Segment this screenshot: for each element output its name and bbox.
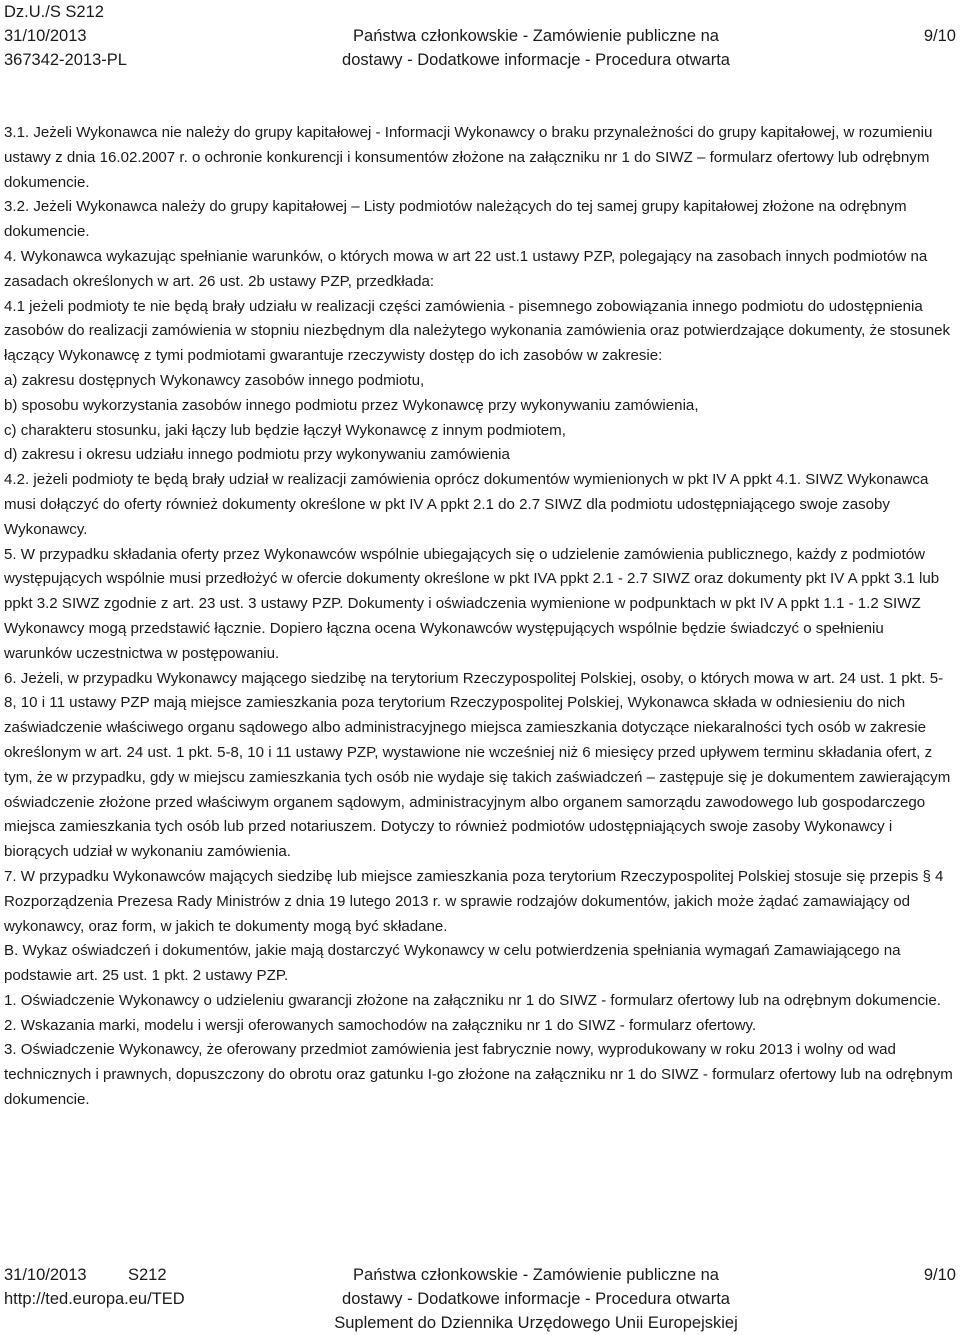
header-title-block [326,24,746,72]
paragraph-b-1: 1. Oświadczenie Wykonawcy o udzieleniu gwarancji złożone na załączniku nr 1 do SIWZ - formularz ofertowy lub na odrębnym dokumencie. [4,991,941,1009]
paragraph-5: 5. W przypadku składania oferty przez Wykonawców wspólnie ubiegających się o udzielenie zamówienia publicznego, każdy z podmiotów występujących wspólnie musi przedłożyć w ofercie dokumenty określone w pkt IVA ppkt 2.1 - 2.7 SIWZ oraz dokumenty pkt IV A ppkt 3.1 lub ppkt 3.2 SIWZ zgodnie z art. 23 ust. 3 ustawy PZP. Dokumenty i oświadczenia wymienione w podpunktach w pkt IV A ppkt 1.1 - 1.2 SIWZ Wykonawcy mogą przedstawić łącznie. Dopiero łączna ocena Wykonawców występujących wspólnie będzie świadczyć o spełnieniu warunków uczestnictwa w postępowaniu. [4,545,940,662]
list-item-c: c) charakteru stosunku, jaki łączy lub będzie łączył Wykonawcę z innym podmiotem, [4,421,566,439]
header-doc-id: 367342-2013-PL [4,51,127,69]
paragraph-3-2: 3.2. Jeżeli Wykonawca należy do grupy kapitałowej – Listy podmiotów należących do tej samej grupy kapitałowej złożone na odrębnym dokumencie. [4,198,907,241]
footer-title-line3: Suplement do Dziennika Urzędowego Unii Europejskiej [334,1314,738,1332]
header-title-line2: dostawy - Dodatkowe informacje - Procedura otwarta [342,51,730,69]
list-item-d: d) zakresu i okresu udziału innego podmiotu przy wykonywaniu zamówienia [4,446,510,464]
footer-title-line2: dostawy - Dodatkowe informacje - Procedura otwarta [342,1290,730,1308]
paragraph-b: B. Wykaz oświadczeń i dokumentów, jakie mają dostarczyć Wykonawcy w celu potwierdzenia spełniania wymagań Zamawiającego na podstawie art. 25 ust. 1 pkt. 2 ustawy PZP. [4,942,901,985]
header-left-block [4,0,127,72]
list-item-a: a) zakresu dostępnych Wykonawcy zasobów innego podmiotu, [4,371,425,389]
paragraph-4: 4. Wykonawca wykazując spełnianie warunków, o których mowa w art 22 ust.1 ustawy PZP, polegający na zasobach innych podmiotów na zasadach określonych w art. 26 ust. 2b ustawy PZP, przedkłada: [4,247,928,290]
footer-page-number: 9/10 [923,1266,956,1284]
footer-date: 31/10/2013 [4,1266,87,1284]
document-body [4,121,954,1113]
paragraph-b-3: 3. Oświadczenie Wykonawcy, że oferowany przedmiot zamówienia jest fabrycznie nowy, wyprodukowany w roku 2013 i wolny od wad technicznych i prawnych, dopuszczony do obrotu oraz gatunku I-go złożone na załączniku nr 1 do SIWZ - formularz ofertowy lub na odrębnym dokumencie. [4,1041,953,1109]
header-doc-ref: Dz.U./S S212 [4,3,104,21]
page-header [4,0,956,72]
paragraph-7: 7. W przypadku Wykonawców mających siedzibę lub miejsce zamieszkania poza terytorium Rzeczypospolitej Polskiej stosuje się przepis § 4 Rozporządzenia Prezesa Rady Ministrów z dnia 19 lutego 2013 r. w sprawie rodzajów dokumentów, jakich może żądać zamawiający od wykonawcy, oraz form, w jakich te dokumenty mogą być składane. [4,867,944,935]
footer-series: S212 [128,1266,167,1284]
header-date: 31/10/2013 [4,27,87,45]
header-page-number: 9/10 [923,27,956,45]
paragraph-b-2: 2. Wskazania marki, modelu i wersji oferowanych samochodów na załączniku nr 1 do SIWZ - formularz ofertowy. [4,1016,757,1034]
footer-title-line1: Państwa członkowskie - Zamówienie publiczne na [353,1266,719,1284]
list-item-b: b) sposobu wykorzystania zasobów innego podmiotu przez Wykonawcę przy wykonywaniu zamówienia, [4,396,699,414]
paragraph-4-1: 4.1 jeżeli podmioty te nie będą brały udziału w realizacji części zamówienia - pisemnego zobowiązania innego podmiotu do udostępnienia zasobów do realizacji zamówienia w stopniu niezbędnym dla należytego wykonania zamówienia oraz potwierdzające dokumenty, że stosunek łączący Wykonawcę z tymi podmiotami gwarantuje rzeczywisty dostęp do ich zasobów w zakresie: [4,297,951,365]
page-footer [4,1263,956,1335]
header-title-line1: Państwa członkowskie - Zamówienie publiczne na [353,27,719,45]
paragraph-4-2: 4.2. jeżeli podmioty te będą brały udział w realizacji zamówienia oprócz dokumentów wymienionych w pkt IV A ppkt 4.1. SIWZ Wykonawca musi dołączyć do oferty również dokumenty określone w pkt IV A ppkt 2.1 do 2.7 SIWZ dla podmiotu udostępniającego swoje zasoby Wykonawcy. [4,471,929,538]
footer-url[interactable]: http://ted.europa.eu/TED [4,1290,185,1308]
paragraph-3-1: 3.1. Jeżeli Wykonawca nie należy do grupy kapitałowej - Informacji Wykonawcy o braku przynależności do grupy kapitałowej, w rozumieniu ustawy z dnia 16.02.2007 r. o ochronie konkurencji i konsumentów złożone na załączniku nr 1 do SIWZ – formularz ofertowy lub odrębnym dokumencie. [4,124,933,191]
paragraph-6: 6. Jeżeli, w przypadku Wykonawcy mającego siedzibę na terytorium Rzeczypospolitej Polskiej, osoby, o których mowa w art. 24 ust. 1 pkt. 5-8, 10 i 11 ustawy PZP mają miejsce zamieszkania poza terytorium Rzeczypospolitej Polskiej, Wykonawca składa w odniesieniu do nich zaświadczenie właściwego organu sądowego albo administracyjnego miejsca zamieszkania dotyczące niekaralności tych osób w zakresie określonym w art. 24 ust. 1 pkt. 5-8, 10 i 11 ustawy PZP, wystawione nie wcześniej niż 6 miesięcy przed upływem terminu składania ofert, z tym, że w przypadku, gdy w miejscu zamieszkania tych osób nie wydaje się takich zaświadczeń – zastępuje się je dokumentem zawierającym oświadczenie złożone przed właściwym organem sądowym, administracyjnym albo organem samorządu zawodowego lub gospodarczego miejsca zamieszkania tych osób lub przed notariuszem. Dotyczy to również podmiotów udostępniających swoje zasoby Wykonawcy i biorących udział w wykonaniu zamówienia. [4,669,951,861]
footer-title-block [326,1263,746,1335]
